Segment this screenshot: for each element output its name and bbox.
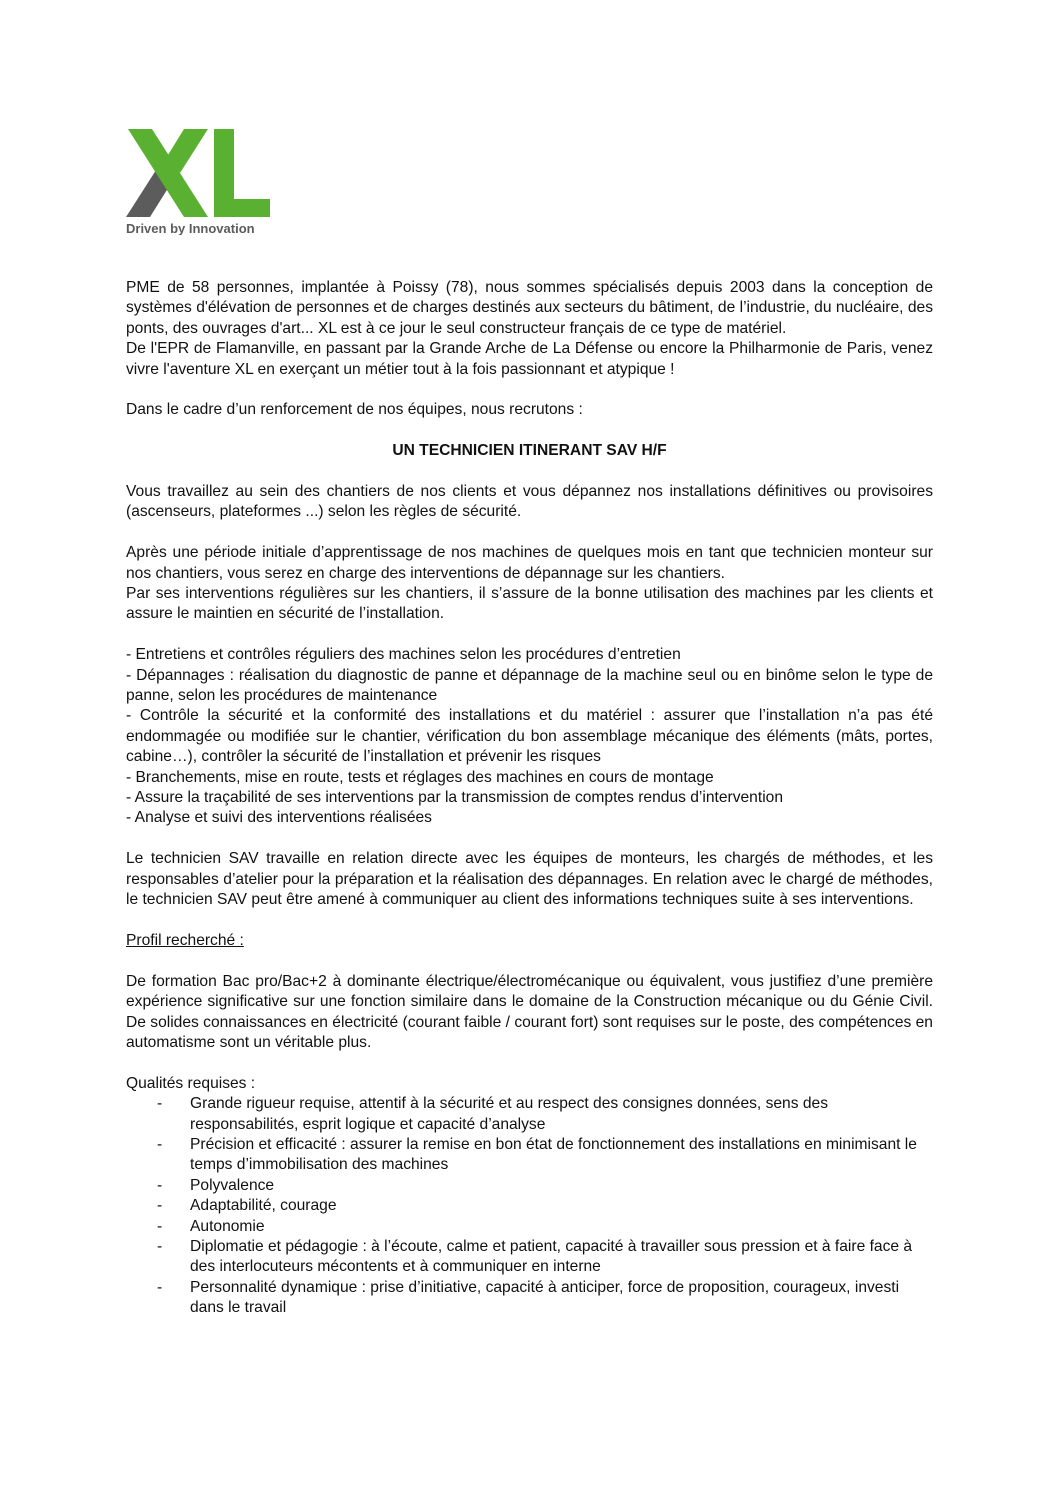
task-item: - Branchements, mise en route, tests et réglages des machines en cours de montage bbox=[126, 768, 714, 786]
quality-item: - Diplomatie et pédagogie : à l’écoute, calme et patient, capacité à travailler sous pression et à faire face à des interlocuteurs mécontents et à communiquer en interne bbox=[126, 1237, 933, 1278]
job-title: UN TECHNICIEN ITINERANT SAV H/F bbox=[392, 442, 667, 460]
task-item: - Entretiens et contrôles réguliers des machines selon les procédures d’entretien bbox=[126, 646, 681, 664]
quality-item: - Adaptabilité, courage bbox=[126, 1196, 933, 1216]
intro-paragraph: De l'EPR de Flamanville, en passant par la Grande Arche de La Défense ou encore la Philharmonie de Paris, venez vivre l'aventure XL en exerçant un métier tout à la fois passionnant et atypique ! bbox=[126, 340, 933, 378]
training-paragraph: Par ses interventions régulières sur les chantiers, il s’assure de la bonne utilisation des machines par les clients et assure le maintien en sécurité de l’installation. bbox=[126, 585, 933, 623]
intro-paragraph: PME de 58 personnes, implantée à Poissy (78), nous sommes spécialisés depuis 2003 dans la conception de systèmes d'élévation de personnes et de charges destinés aux secteurs du bâtiment, de l’industrie, du nucléaire, des ponts, des ouvrages d'art... XL est à ce jour le seul constructeur français de ce type de matériel. bbox=[126, 279, 933, 337]
training-paragraph: Après une période initiale d’apprentissage de nos machines de quelques mois en tant que technicien monteur sur nos chantiers, vous serez en charge des interventions de dépannage sur les chantiers. bbox=[126, 544, 933, 582]
task-item: - Contrôle la sécurité et la conformité des installations et du matériel : assurer que l’installation n’a pas été endommagée ou modifiée sur le chantier, vérification du bon assemblage mécanique des éléments (mâts, portes, cabine…), contrôler la sécurité de l’installation et prévenir les risques bbox=[126, 707, 933, 766]
quality-item: - Précision et efficacité : assurer la remise en bon état de fonctionnement des installations en minimisant le temps d’immobilisation des machines bbox=[126, 1135, 933, 1176]
relations-paragraph: Le technicien SAV travaille en relation directe avec les équipes de monteurs, les chargés de méthodes, et les responsables d’atelier pour la préparation et la réalisation des dépannages. En relation avec le chargé de méthodes, le technicien SAV peut être amené à communiquer au client des informations techniques suite à ses interventions. bbox=[126, 850, 933, 909]
logo-tagline: Driven by Innovation bbox=[126, 221, 255, 235]
quality-item: - Autonomie bbox=[126, 1217, 933, 1237]
quality-item: - Personnalité dynamique : prise d’initiative, capacité à anticiper, force de proposition, courageux, investi dans le travail bbox=[126, 1278, 933, 1319]
xl-logo bbox=[124, 127, 274, 235]
quality-item: - Polyvalence bbox=[126, 1176, 933, 1196]
profile-paragraph: De formation Bac pro/Bac+2 à dominante électrique/électromécanique ou équivalent, vous justifiez d’une première expérience significative sur une fonction similaire dans le domaine de la Construction mécanique ou du Génie Civil. De solides connaissances en électricité (courant faible / courant fort) sont requises sur le poste, des compétences en automatisme sont un véritable plus. bbox=[126, 972, 933, 1051]
task-item: - Analyse et suivi des interventions réalisées bbox=[126, 809, 432, 827]
task-item: - Dépannages : réalisation du diagnostic de panne et dépannage de la machine seul ou en binôme selon le type de panne, selon les procédures de maintenance bbox=[126, 666, 933, 705]
quality-item: - Grande rigueur requise, attentif à la sécurité et au respect des consignes données, sens des responsabilités, esprit logique et capacité d’analyse bbox=[126, 1094, 933, 1135]
task-item: - Assure la traçabilité de ses interventions par la transmission de comptes rendus d’intervention bbox=[126, 789, 784, 807]
job-description: Vous travaillez au sein des chantiers de nos clients et vous dépannez nos installations définitives ou provisoires (ascenseurs, plateformes ...) selon les règles de sécurité. bbox=[126, 483, 933, 521]
qualities-list bbox=[126, 1094, 933, 1318]
xl-logo-mark bbox=[124, 127, 274, 235]
profile-heading: Profil recherché : bbox=[126, 931, 244, 949]
qualities-heading: Qualités requises : bbox=[126, 1074, 256, 1092]
recruiting-line: Dans le cadre d’un renforcement de nos équipes, nous recrutons : bbox=[126, 401, 583, 419]
document-body bbox=[126, 278, 933, 1319]
